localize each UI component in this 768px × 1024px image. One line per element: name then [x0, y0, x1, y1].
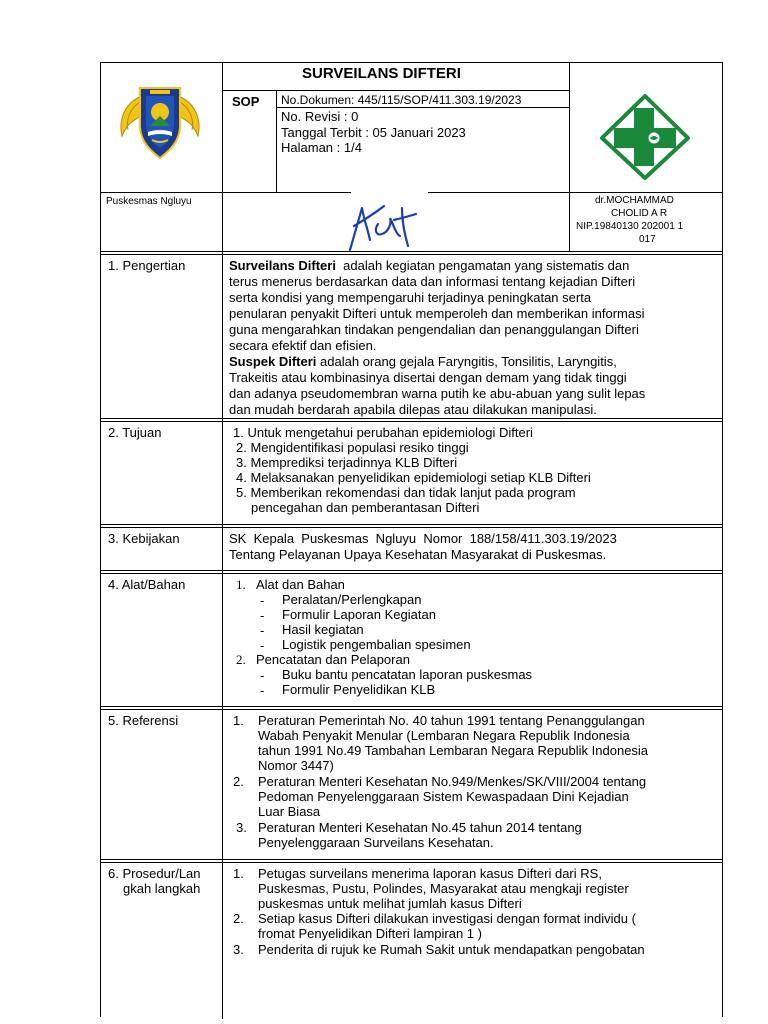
tujuan-item: 2. Mengidentifikasi populasi resiko tinggi	[236, 440, 469, 455]
pengertian-line: serta kondisi yang mempengaruhi terjadinya peningkatan serta	[229, 290, 592, 305]
pengertian-line: Suspek Difteri adalah orang gejala Faryngitis, Tonsilitis, Laryngitis,	[229, 354, 617, 369]
signer-nip-line1: NIP.19840130 202001 1	[576, 221, 684, 232]
referensi-line: Luar Biasa	[258, 804, 321, 819]
section-label-prosedur-cont: gkah langkah	[123, 881, 201, 896]
pengertian-line: guna mengarahkan tindakan pengendalian dan penanggulangan Difteri	[229, 322, 639, 337]
signer-name-line2: CHOLID A R	[611, 208, 668, 219]
referensi-number: 3.	[236, 820, 247, 835]
prosedur-line: Puskesmas, Pustu, Polindes, Masyarakat atau mengkaji register	[258, 881, 629, 896]
kebijakan-line: Tentang Pelayanan Upaya Kesehatan Masyarakat di Puskesmas.	[229, 547, 607, 562]
pengertian-line: penularan penyakit Difteri untuk memperoleh dan memberikan informasi	[229, 306, 645, 321]
section-label-kebijakan: 3. Kebijakan	[108, 531, 180, 546]
term-surveilans-difteri: Surveilans Difteri	[229, 258, 336, 273]
tujuan-item: 1. Untuk mengetahui perubahan epidemiologi Difteri	[233, 425, 533, 440]
referensi-line: Wabah Penyakit Menular (Lembaran Negara Republik Indonesia	[258, 728, 630, 743]
tujuan-item: 3. Memprediksi terjadinnya KLB Difteri	[236, 455, 458, 470]
section-label-tujuan: 2. Tujuan	[108, 425, 162, 440]
referensi-line: Nomor 3447)	[258, 758, 334, 773]
tujuan-item: 4. Melaksanakan penyelidikan epidemiologi setiap KLB Difteri	[236, 470, 591, 485]
alat-group-title: Alat dan Bahan	[256, 577, 345, 592]
regency-emblem-logo	[112, 82, 208, 162]
issue-date: Tanggal Terbit : 05 Januari 2023	[281, 125, 466, 140]
alat-group-number: 2.	[236, 652, 246, 667]
tujuan-item: pencegahan dan pemberantasan Difteri	[251, 500, 480, 515]
referensi-line: Penyelenggaraan Surveilans Kesehatan.	[258, 835, 494, 850]
pengertian-line: Surveilans Difteri adalah kegiatan pengamatan yang sistematis dan	[229, 258, 630, 273]
document-title: SURVEILANS DIFTERI	[302, 65, 461, 82]
kebijakan-line: SK Kepala Puskesmas Ngluyu Nomor 188/158/411.303.19/2023	[229, 531, 617, 546]
document-number: No.Dokumen: 445/115/SOP/411.303.19/2023	[281, 93, 522, 107]
pengertian-line: terus menerus berdasarkan data dan informasi tentang kejadian Difteri	[229, 274, 636, 289]
alat-item: Logistik pengembalian spesimen	[282, 637, 471, 652]
prosedur-line: fromat Penyelidikan Difteri lampiran 1 )	[258, 926, 482, 941]
dash-bullet: -	[260, 623, 265, 638]
prosedur-line: Setiap kasus Difteri dilakukan investigasi dengan format individu (	[258, 911, 636, 926]
dash-bullet: -	[260, 683, 265, 698]
signer-name-line1: dr.MOCHAMMAD	[595, 195, 674, 206]
tujuan-item: 5. Memberikan rekomendasi dan tidak lanjut pada program	[236, 485, 576, 500]
section-label-referensi: 5. Referensi	[108, 713, 179, 728]
puskesmas-logo	[598, 94, 692, 180]
section-label-prosedur: 6. Prosedur/Lan	[108, 866, 201, 881]
prosedur-line: puskesmas untuk melihat jumlah kasus Difteri	[258, 896, 522, 911]
dash-bullet: -	[260, 668, 265, 683]
referensi-line: tahun 1991 No.49 Tambahan Lembaran Negara Republik Indonesia	[258, 743, 649, 758]
pengertian-line: dan adanya pseudomembran warna putih ke abu-abuan yang sulit lepas	[229, 386, 646, 401]
prosedur-number: 3.	[233, 942, 244, 957]
signature-image	[344, 196, 434, 254]
dash-bullet: -	[260, 608, 265, 623]
alat-item: Formulir Laporan Kegiatan	[282, 607, 436, 622]
term-suspek-difteri: Suspek Difteri	[229, 354, 317, 369]
referensi-number: 2.	[233, 774, 244, 789]
sop-label: SOP	[232, 94, 260, 109]
referensi-line: Pedoman Penyelenggaraan Sistem Kewaspadaan Dini Kejadian	[258, 789, 629, 804]
prosedur-line: Penderita di rujuk ke Rumah Sakit untuk mendapatkan pengobatan	[258, 942, 645, 957]
dash-bullet: -	[260, 593, 265, 608]
pengertian-line: secara efektif dan efisien.	[229, 338, 377, 353]
alat-item: Formulir Penyelidikan KLB	[282, 682, 436, 697]
alat-group-number: 1.	[236, 577, 246, 592]
referensi-line: Peraturan Pemerintah No. 40 tahun 1991 tentang Penanggulangan	[258, 713, 645, 728]
dash-bullet: -	[260, 638, 265, 653]
signer-nip-line2: 017	[639, 234, 656, 245]
prosedur-number: 2.	[233, 911, 244, 926]
referensi-line: Peraturan Menteri Kesehatan No.949/Menkes/SK/VIII/2004 tentang	[258, 774, 647, 789]
pengertian-line: Trakeitis atau kombinasinya disertai dengan demam yang tidak tinggi	[229, 370, 627, 385]
referensi-number: 1.	[233, 713, 244, 728]
section-label-alat-bahan: 4. Alat/Bahan	[108, 577, 186, 592]
prosedur-number: 1.	[233, 866, 244, 881]
referensi-line: Peraturan Menteri Kesehatan No.45 tahun 2014 tentang	[258, 820, 582, 835]
alat-item: Peralatan/Perlengkapan	[282, 592, 422, 607]
alat-item: Buku bantu pencatatan laporan puskesmas	[282, 667, 533, 682]
alat-group-title: Pencatatan dan Pelaporan	[256, 652, 410, 667]
page-number: Halaman : 1/4	[281, 140, 362, 155]
section-label-pengertian: 1. Pengertian	[108, 258, 186, 273]
prosedur-line: Petugas surveilans menerima laporan kasus Difteri dari RS,	[258, 866, 602, 881]
revision-number: No. Revisi : 0	[281, 109, 359, 124]
institution-name: Puskesmas Ngluyu	[106, 196, 192, 207]
pengertian-line: dan mudah berdarah apabila dilepas atau dilakukan manipulasi.	[229, 402, 597, 417]
alat-item: Hasil kegiatan	[282, 622, 364, 637]
